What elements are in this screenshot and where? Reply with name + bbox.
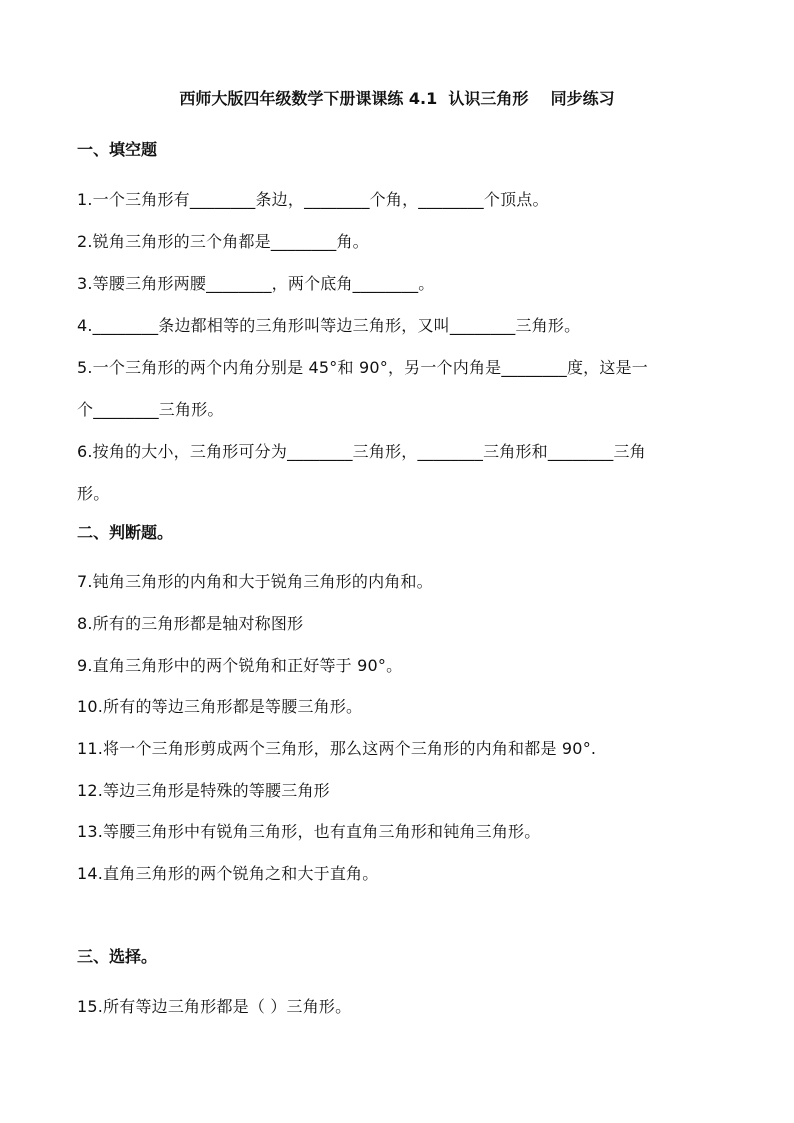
question-13: 13.等腰三角形中有锐角三角形，也有直角三角形和钝角三角形。 <box>77 822 541 841</box>
section-heading-choice: 三、选择。 <box>77 947 158 966</box>
section-heading-judge: 二、判断题。 <box>77 523 174 542</box>
question-7: 7.钝角三角形的内角和大于锐角三角形的内角和。 <box>77 572 433 591</box>
question-10: 10.所有的等边三角形都是等腰三角形。 <box>77 697 363 716</box>
question-9: 9.直角三角形中的两个锐角和正好等于 90°。 <box>77 656 403 675</box>
question-2: 2.锐角三角形的三个角都是________角。 <box>77 232 369 251</box>
section-heading-fill: 一、填空题 <box>77 140 158 159</box>
question-11: 11.将一个三角形剪成两个三角形，那么这两个三角形的内角和都是 90°. <box>77 739 597 758</box>
question-1: 1.一个三角形有________条边，________个角，________个顶点。 <box>77 190 549 209</box>
question-4: 4.________条边都相等的三角形叫等边三角形，又叫________三角形。 <box>77 316 581 335</box>
question-8: 8.所有的三角形都是轴对称图形 <box>77 614 304 633</box>
page-title: 西师大版四年级数学下册课课练 4.1 认识三角形 同步练习 <box>179 89 615 108</box>
question-15: 15.所有等边三角形都是（ ）三角形。 <box>77 997 352 1016</box>
question-5-line-1: 5.一个三角形的两个内角分别是 45°和 90°，另一个内角是________度，这是一 <box>77 358 648 377</box>
question-12: 12.等边三角形是特殊的等腰三角形 <box>77 781 330 800</box>
question-14: 14.直角三角形的两个锐角之和大于直角。 <box>77 864 379 883</box>
question-6-line-1: 6.按角的大小，三角形可分为________三角形，________三角形和________三角 <box>77 442 646 461</box>
question-3: 3.等腰三角形两腰________，两个底角________。 <box>77 274 435 293</box>
question-6-line-2: 形。 <box>77 484 110 503</box>
question-5-line-2: 个________三角形。 <box>77 400 224 419</box>
